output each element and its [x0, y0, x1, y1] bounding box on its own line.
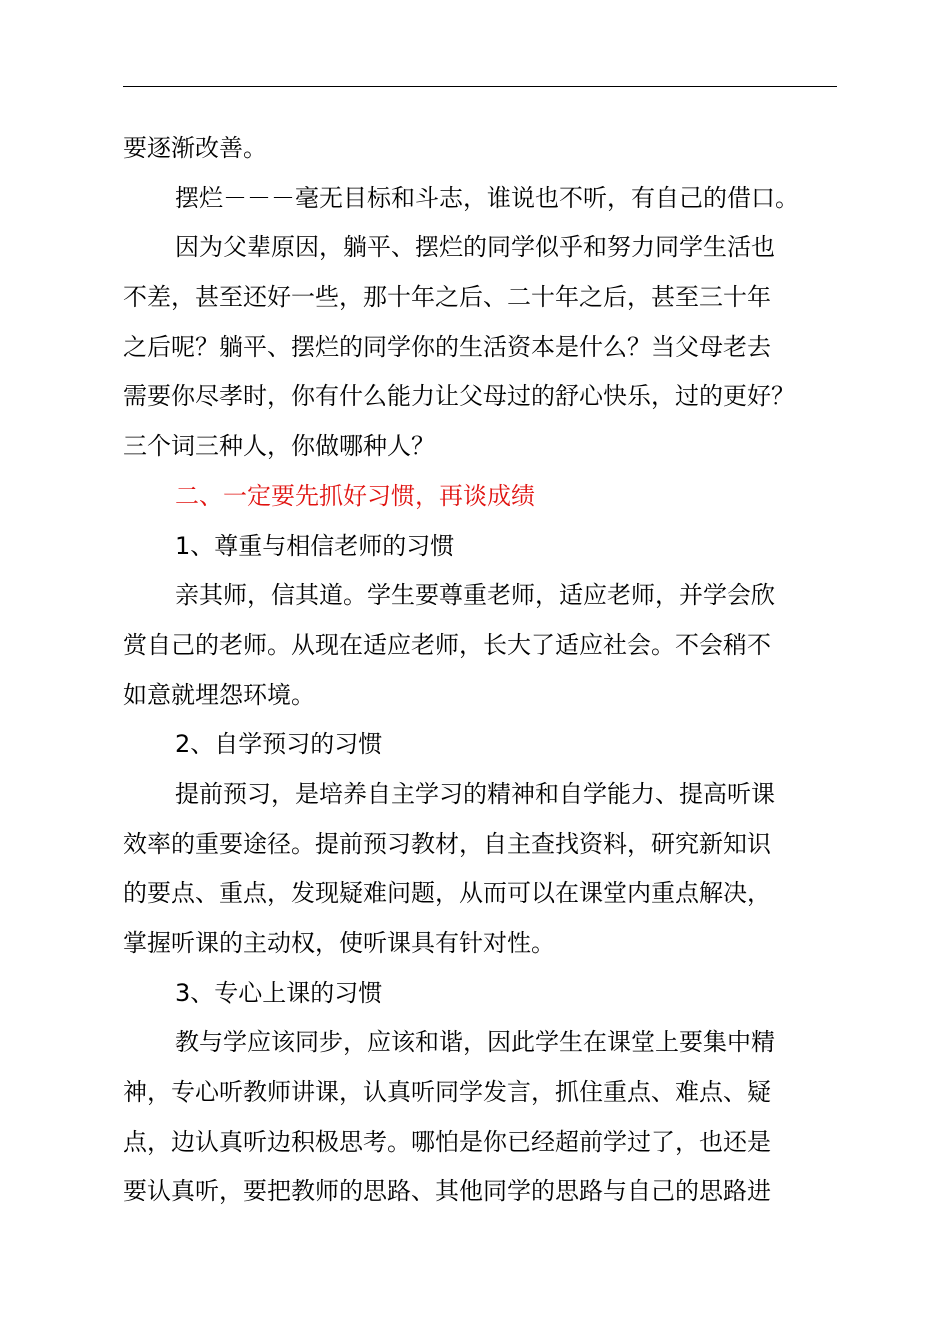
text-line: 赏自己的老师。从现在适应老师，长大了适应社会。不会稍不 [123, 630, 771, 659]
subsection-heading: 1、尊重与相信老师的习惯 [175, 531, 455, 560]
text-line: 神，专心听教师讲课，认真听同学发言，抓住重点、难点、疑 [123, 1078, 771, 1107]
text-line: 教与学应该同步，应该和谐，因此学生在课堂上要集中精 [175, 1028, 775, 1057]
text-line: 效率的重要途径。提前预习教材，自主查找资料，研究新知识 [123, 829, 771, 858]
text-line: 之后呢？躺平、摆烂的同学你的生活资本是什么？当父母老去 [123, 332, 771, 361]
text-line: 提前预习，是培养自主学习的精神和自学能力、提高听课 [175, 779, 775, 808]
text-line: 的要点、重点，发现疑难问题，从而可以在课堂内重点解决， [123, 879, 771, 908]
subsection-heading: 2、自学预习的习惯 [175, 730, 383, 759]
subsection-heading: 3、专心上课的习惯 [175, 978, 383, 1007]
text-line: 要认真听，要把教师的思路、其他同学的思路与自己的思路进 [123, 1177, 771, 1206]
header-rule [123, 86, 837, 87]
text-line: 因为父辈原因，躺平、摆烂的同学似乎和努力同学生活也 [175, 233, 775, 262]
document-body [123, 124, 837, 1217]
section-heading: 二、一定要先抓好习惯，再谈成绩 [175, 481, 535, 510]
text-line: 三个词三种人，你做哪种人？ [123, 432, 435, 461]
text-line: 点，边认真听边积极思考。哪怕是你已经超前学过了，也还是 [123, 1127, 771, 1156]
text-line: 亲其师，信其道。学生要尊重老师，适应老师，并学会欣 [175, 581, 775, 610]
text-line: 不差，甚至还好一些，那十年之后、二十年之后，甚至三十年 [123, 283, 771, 312]
text-line: 摆烂－－－毫无目标和斗志，谁说也不听，有自己的借口。 [175, 183, 799, 212]
text-line: 需要你尽孝时，你有什么能力让父母过的舒心快乐，过的更好？ [123, 382, 795, 411]
text-line: 要逐渐改善。 [123, 134, 267, 162]
text-line: 掌握听课的主动权，使听课具有针对性。 [123, 929, 555, 957]
text-line: 如意就埋怨环境。 [123, 680, 315, 709]
